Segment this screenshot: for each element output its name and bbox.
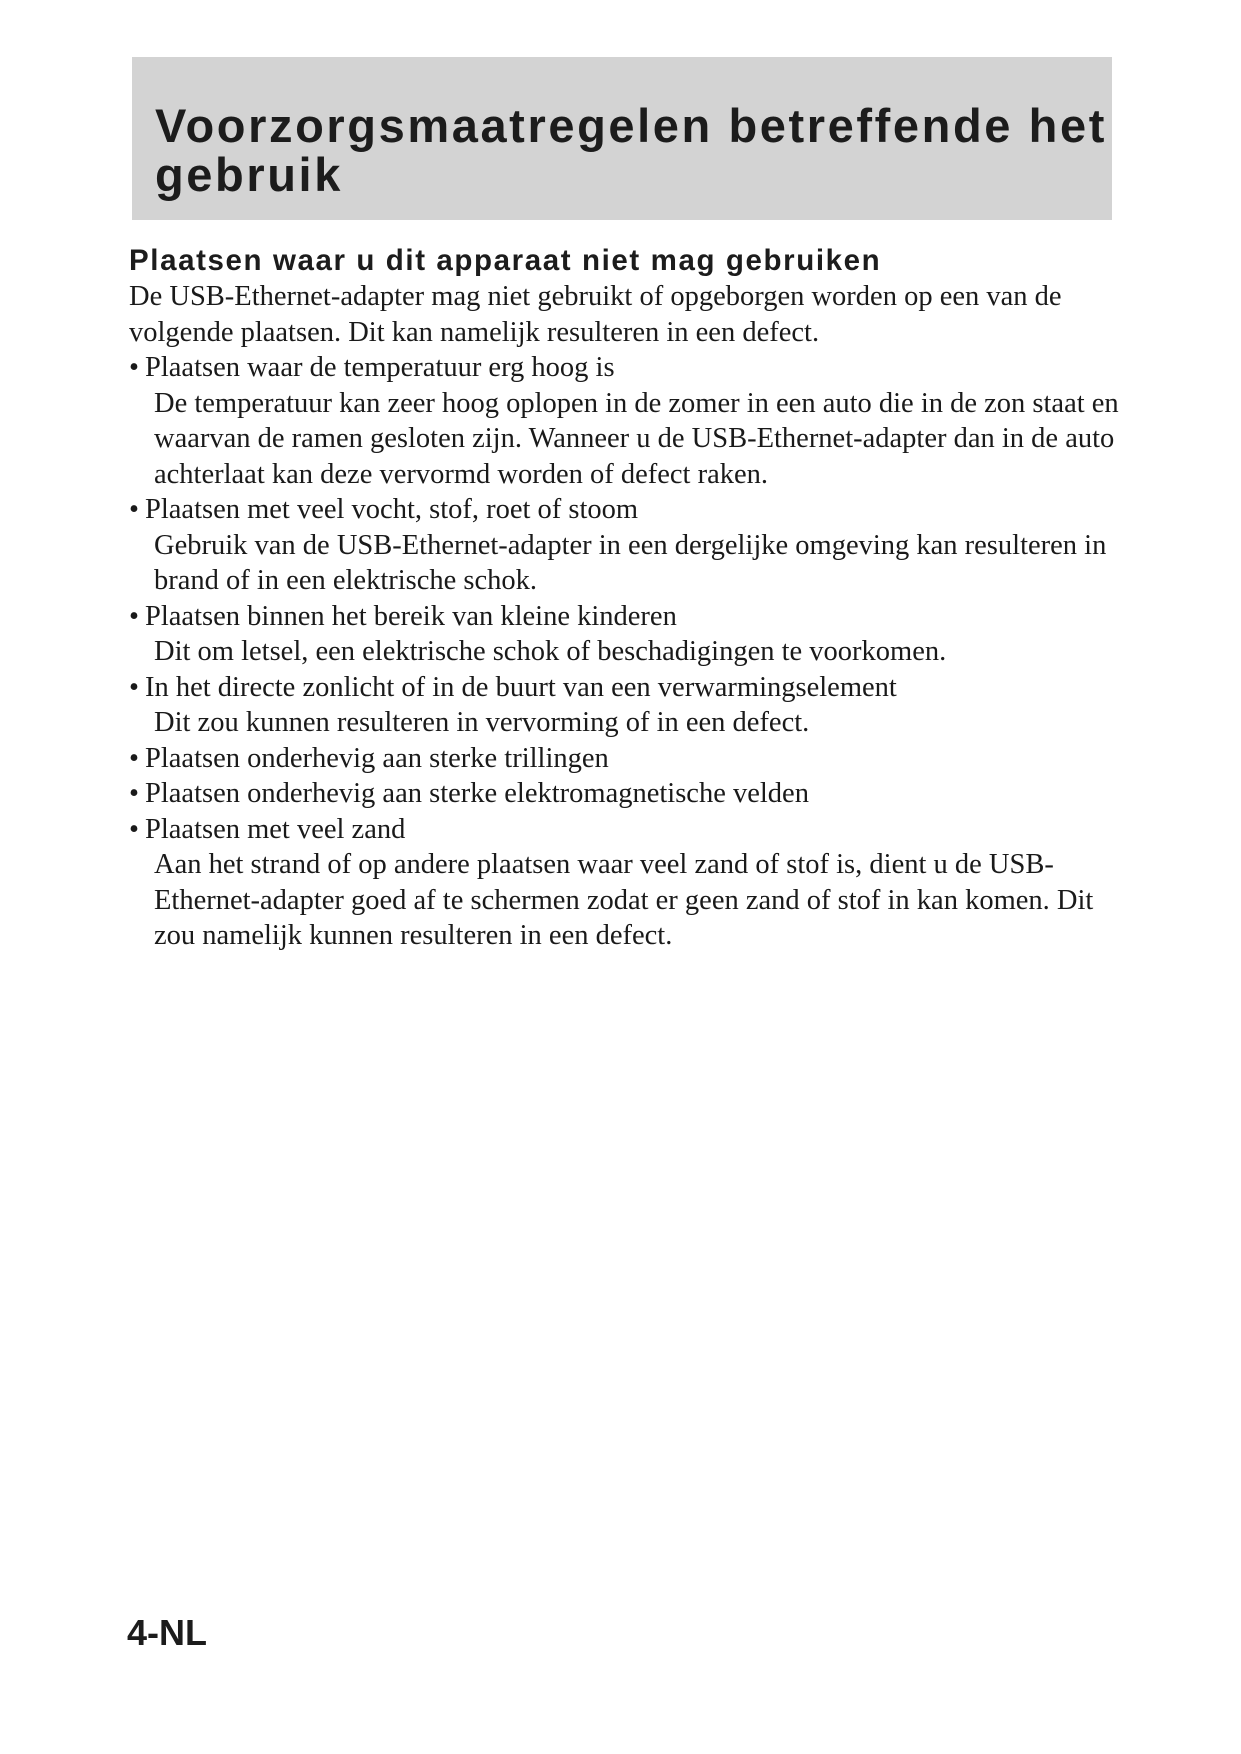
list-item (129, 776, 1119, 812)
bullet-icon: • (129, 600, 139, 632)
main-content (129, 243, 1119, 954)
list-item-description: De temperatuur kan zeer hoog oplopen in de zomer in een auto die in de zon staat en waarvan de ramen gesloten zijn. Wanneer u de USB-Ethernet-adapter dan in de auto achterlaat kan deze vervormd worden of defect raken. (154, 387, 1119, 490)
list-item (129, 350, 1119, 492)
list-item (129, 599, 1119, 670)
bullet-icon: • (129, 813, 139, 845)
bullet-icon: • (129, 494, 139, 525)
bullet-icon: • (129, 671, 139, 703)
title-banner (132, 57, 1112, 220)
bullet-icon: • (129, 352, 139, 383)
list-item-title: Plaatsen waar de temperatuur erg hoog is (145, 352, 615, 383)
list-item-description: Gebruik van de USB-Ethernet-adapter in een dergelijke omgeving kan resulteren in brand of in een elektrische schok. (154, 529, 1107, 596)
list-item-title: Plaatsen binnen het bereik van kleine kinderen (145, 600, 677, 632)
list-item (129, 492, 1119, 599)
list-item-title: Plaatsen met veel zand (145, 813, 406, 845)
list-item (129, 670, 1119, 741)
bullet-list (129, 350, 1119, 954)
list-item-title: Plaatsen onderhevig aan sterke elektromagnetische velden (145, 778, 809, 809)
section-heading: Plaatsen waar u dit apparaat niet mag gebruiken (129, 244, 882, 277)
bullet-icon: • (129, 778, 139, 809)
list-item (129, 812, 1119, 954)
list-item-description: Dit zou kunnen resulteren in vervorming of in een defect. (154, 707, 810, 738)
list-item-title: Plaatsen onderhevig aan sterke trillingen (145, 742, 609, 774)
list-item-title: Plaatsen met veel vocht, stof, roet of stoom (145, 494, 639, 525)
page-title: Voorzorgsmaatregelen betreffende het gebruik (155, 99, 1107, 201)
page-number: 4-NL (127, 1612, 207, 1653)
list-item-description: Aan het strand of op andere plaatsen waar veel zand of stof is, dient u de USB-Ethernet-adapter goed af te schermen zodat er geen zand of stof in kan komen. Dit zou namelijk kunnen resulteren in een defect. (154, 849, 1094, 951)
list-item-title: In het directe zonlicht of in de buurt van een verwarmingselement (145, 671, 897, 703)
list-item (129, 741, 1119, 777)
section-intro: De USB-Ethernet-adapter mag niet gebruikt of opgeborgen worden op een van de volgende plaatsen. Dit kan namelijk resulteren in een defect. (129, 281, 1062, 348)
bullet-icon: • (129, 742, 139, 774)
list-item-description: Dit om letsel, een elektrische schok of beschadigingen te voorkomen. (154, 636, 947, 667)
